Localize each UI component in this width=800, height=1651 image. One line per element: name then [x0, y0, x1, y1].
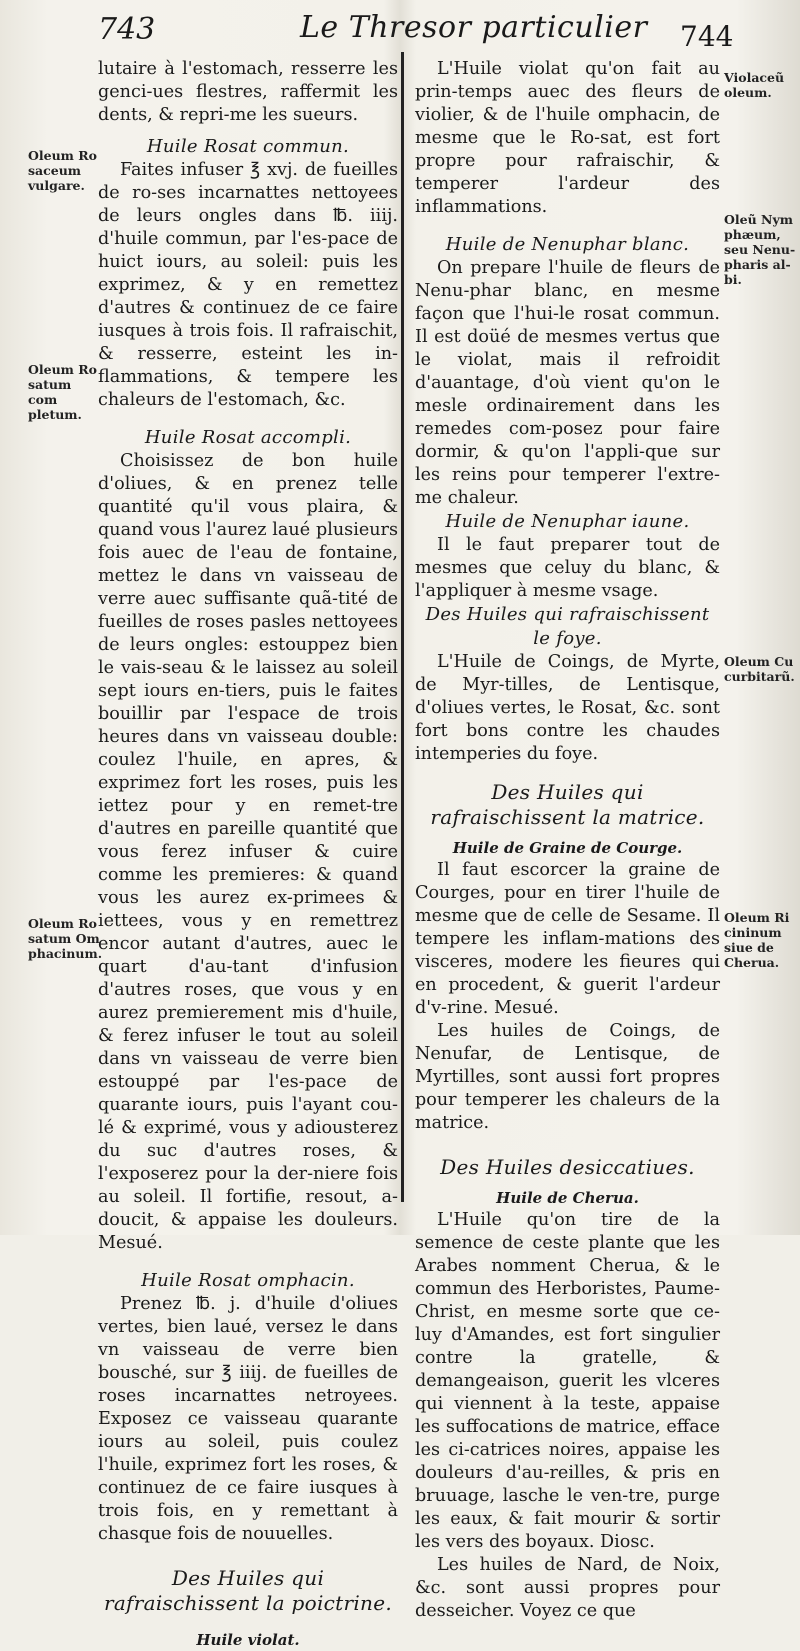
chapter-heading: Des Huiles desiccatiues.	[440, 1155, 695, 1179]
margin-note: Oleum Ro satum Om phacinum.	[28, 916, 103, 961]
margin-note: Oleum Ro saceum vulgare.	[28, 148, 97, 193]
paragraph: L'Huile de Coings, de Myrte, de Myr-tilles, de Lentisque, d'oliues vertes, le Rosat, &c. sont fort bons contre les chaudes intemperies du foye.	[415, 652, 720, 764]
subsection-heading: Huile de Cherua.	[496, 1189, 639, 1207]
paragraph: Les huiles de Nard, de Noix, &c. sont aussi propres pour desseicher. Voyez ce que	[415, 1555, 720, 1621]
column-divider	[401, 52, 404, 1202]
paragraph: Il le faut preparer tout de mesmes que celuy du blanc, & l'appliquer à mesme vsage.	[415, 535, 720, 601]
paragraph: On prepare l'huile de fleurs de Nenu-phar blanc, en mesme façon que l'hui-le rosat commun. Il est doüé de mesmes vertus que le violat, mais il refroidit d'auantage, d'où vient qu'on le mesle ordinairement dans les remedes com-posez pour faire dormir, & qu'on l'appli-que sur les reins pour temperer l'extre-me chaleur.	[415, 258, 720, 508]
paragraph: Prenez ℔. j. d'huile d'oliues vertes, bien laué, versez le dans vn vaisseau de verre bien bousché, sur ℥ iiij. de fueilles de roses incarnattes netroyees. Exposez ce vaisseau quarante iours au soleil, puis coulez l'huile, exprimez fort les roses, & continuez de ce faire iusques à trois fois, en y remettant à chasque fois de nouuelles.	[98, 1294, 398, 1544]
subsection-heading: Huile de Graine de Courge.	[452, 839, 683, 857]
section-heading: Huile de Nenuphar iaune.	[445, 511, 690, 532]
paragraph: L'Huile qu'on tire de la semence de ceste plante que les Arabes nomment Cherua, & le commun des Herboristes, Paume-Christ, en mesme sorte que ce-luy d'Amandes, est fort singulier contre la gratelle, & demangeaison, guerit les vlceres qui viennent à la teste, appaise les suffocations de matrice, efface les ci-catrices noires, appaise les douleurs d'au-reilles, & pris en bruuage, lasche le ven-tre, purge les eaux, & fait mourir & sortir les vers des boyaux. Diosc.	[415, 1210, 720, 1552]
paragraph: Choisissez de bon huile d'oliues, & en prenez telle quantité qu'il vous plaira, & quand vous l'aurez laué plusieurs fois auec de l'eau de fontaine, mettez le dans vn vaisseau de verre auec suffisante quã-tité de fueilles de roses pasles nettoyees de leurs ongles: estouppez bien le vais-seau & le laissez au soleil sept iours en-tiers, puis le faites bouillir par l'espace de trois heures dans vn vaisseau double: coulez l'huile, en apres, & exprimez fort les roses, puis les iettez pour y en remet-tre d'autres en pareille quantité que vous ferez infuser & cuire comme les premieres: & quand vous les aurez ex-primees & iettees, vous y en remettrez encor autant d'autres, auec le quart d'au-tant d'infusion d'autres roses, que vous y en aurez premierement mis d'huile, & ferez infuser le tout au soleil dans vn vaisseau de verre bien estouppé par l'es-pace de quarante iours, puis l'ayant cou-lé & exprimé, vous y adiousterez du suc d'autres roses, & l'exposerez pour la der-niere fois au soleil. Il fortifie, resout, a-doucit, & appaise les douleurs. Mesué.	[98, 451, 398, 1253]
page-number-left: 743	[98, 12, 156, 47]
margin-note: Oleum Cu curbitarũ.	[724, 654, 795, 684]
right-column	[415, 58, 720, 1623]
chapter-heading: Des Huiles qui rafraischissent la matrice.	[430, 780, 705, 829]
paragraph: Les huiles de Coings, de Nenufar, de Lentisque, de Myrtilles, sont aussi fort propres pour temperer les chaleurs de la matrice.	[415, 1021, 720, 1133]
left-column	[98, 58, 398, 1651]
chapter-heading: Des Huiles qui rafraischissent la poictrine.	[103, 1566, 393, 1615]
paragraph: lutaire à l'estomach, resserre les genci-ues flestres, raffermit les dents, & repri-me les sueurs.	[98, 59, 398, 125]
section-heading: Huile Rosat omphacin.	[141, 1270, 355, 1291]
running-header	[0, 6, 800, 53]
section-heading: Huile de Nenuphar blanc.	[445, 234, 690, 255]
margin-note: Violaceũ oleum.	[724, 70, 785, 100]
margin-note: Oleũ Nym phæum, seu Nenu- pharis al- bi.	[724, 212, 796, 287]
margin-note: Oleum Ri cininum siue de Cherua.	[724, 910, 790, 970]
section-heading: Huile Rosat accompli.	[144, 427, 352, 448]
running-title: Le Thresor particulier	[300, 10, 648, 45]
margin-note: Oleum Ro satum com pletum.	[28, 362, 97, 422]
subsection-heading: Huile violat.	[196, 1631, 300, 1649]
paragraph: Il faut escorcer la graine de Courges, pour en tirer l'huile de mesme que de celle de Sesame. Il tempere les inflam-mations des visceres, modere les fieures qui en procedent, & guerit l'ardeur d'v-rine. Mesué.	[415, 860, 720, 1018]
section-heading: Des Huiles qui rafraischissent le foye.	[425, 604, 710, 649]
paragraph: L'Huile violat qu'on fait au prin-temps auec des fleurs de violier, & de l'huile omphacin, de mesme que le Ro-sat, est fort propre pour rafraischir, & temperer l'ardeur des inflammations.	[415, 59, 720, 217]
page-number-right: 744	[680, 20, 734, 53]
section-heading: Huile Rosat commun.	[146, 136, 350, 157]
paragraph: Faites infuser ℥ xvj. de fueilles de ro-ses incarnattes nettoyees de leurs ongles dans ℔. iiij. d'huile commun, par l'es-pace de huict iours, au soleil: puis les exprimez, & y en remettez d'autres & continuez de ce faire iusques à trois fois. Il rafraischit, & resserre, esteint les in-flammations, & tempere les chaleurs de l'estomach, &c.	[98, 160, 398, 410]
